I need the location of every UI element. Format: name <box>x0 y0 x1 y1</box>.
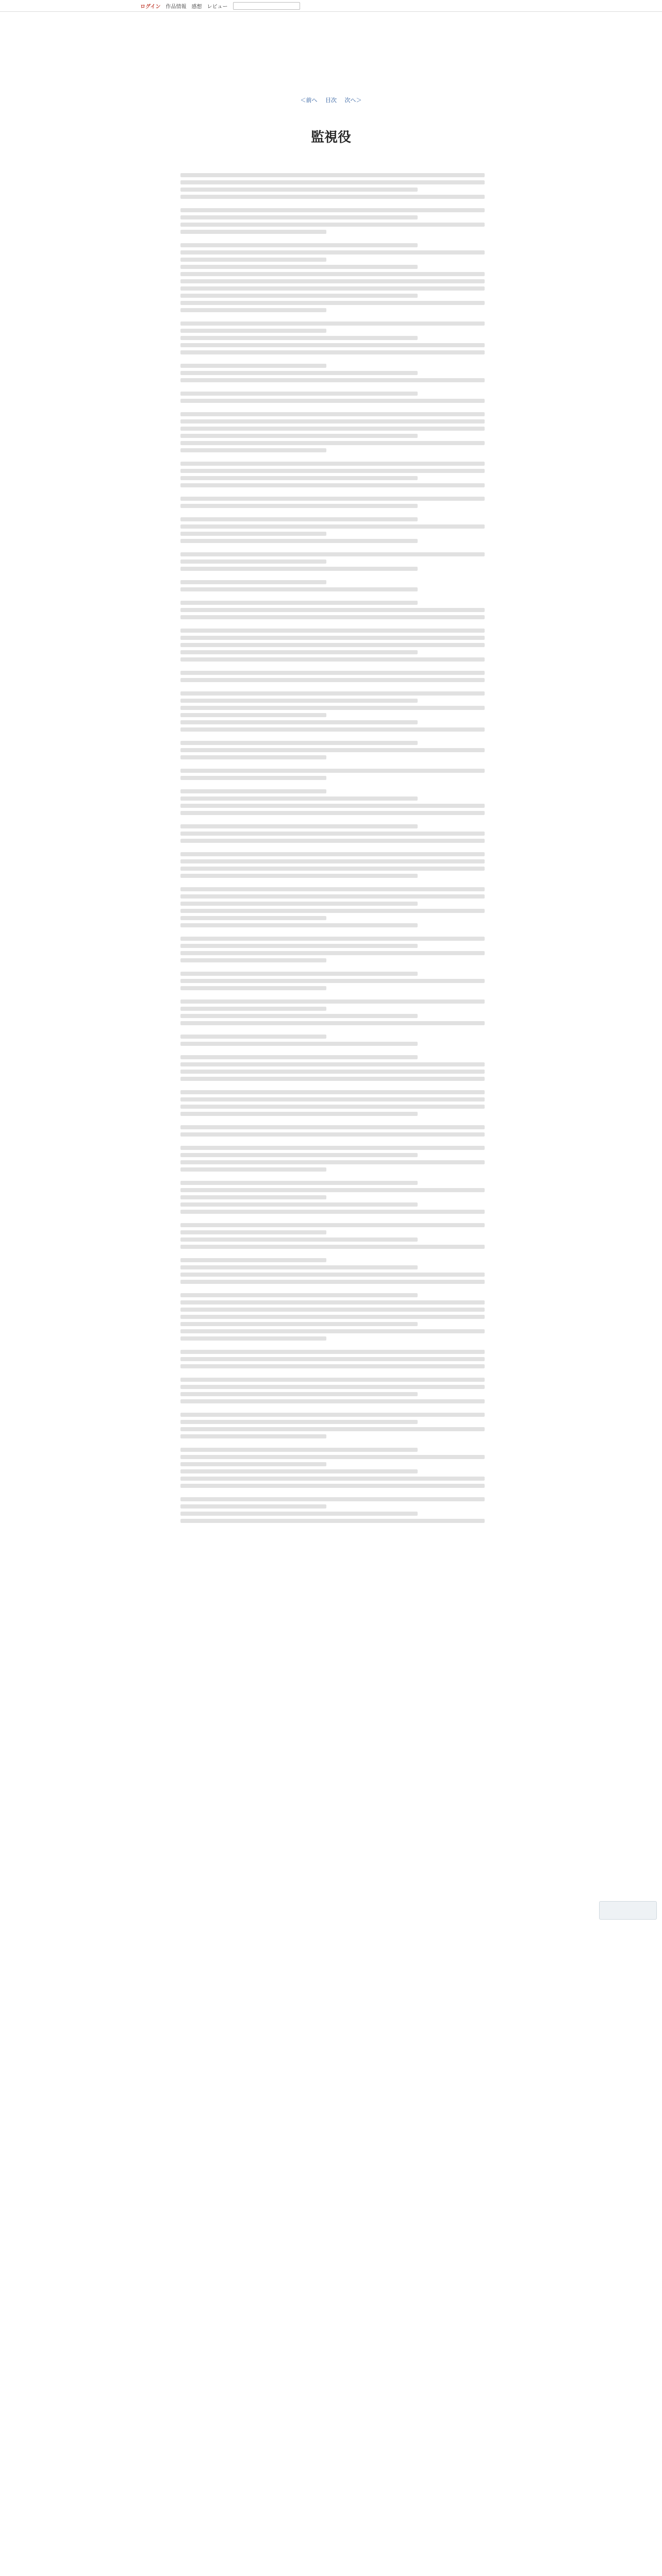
body-line <box>180 944 418 948</box>
body-line <box>180 713 326 717</box>
work-info-link[interactable]: 作品情報 <box>166 4 187 10</box>
body-line <box>180 699 418 703</box>
body-paragraph <box>180 321 485 354</box>
body-line <box>180 1519 485 1523</box>
body-line <box>180 916 326 920</box>
body-line <box>180 279 485 283</box>
body-line <box>180 1202 418 1207</box>
body-line <box>180 1273 485 1277</box>
body-line <box>180 1336 326 1341</box>
body-line <box>180 776 326 780</box>
body-line <box>180 832 485 836</box>
body-line <box>180 1413 485 1417</box>
body-line <box>180 650 418 654</box>
body-line <box>180 173 485 177</box>
body-line <box>180 972 418 976</box>
body-line <box>180 1105 485 1109</box>
body-line <box>180 769 485 773</box>
body-line <box>180 1077 485 1081</box>
body-line <box>180 958 326 962</box>
body-paragraph <box>180 1035 485 1046</box>
body-line <box>180 343 485 347</box>
body-line <box>180 1062 485 1066</box>
impressions-link[interactable]: 感想 <box>191 4 202 10</box>
body-line <box>180 1364 485 1368</box>
body-paragraph <box>180 629 485 662</box>
body-line <box>180 180 485 184</box>
body-line <box>180 1392 418 1396</box>
body-paragraph <box>180 887 485 927</box>
body-paragraph <box>180 497 485 508</box>
body-line <box>180 272 485 276</box>
body-paragraph <box>180 1223 485 1249</box>
body-paragraph <box>180 208 485 234</box>
body-line <box>180 671 485 675</box>
body-line <box>180 755 326 759</box>
body-paragraph <box>180 601 485 619</box>
body-line <box>180 286 485 291</box>
body-line <box>180 1042 418 1046</box>
body-line <box>180 476 418 480</box>
body-line <box>180 1378 485 1382</box>
body-line <box>180 1477 485 1481</box>
body-line <box>180 308 326 312</box>
body-line <box>180 462 485 466</box>
body-line <box>180 301 485 305</box>
body-paragraph <box>180 741 485 759</box>
body-line <box>180 329 326 333</box>
next-chapter-link[interactable]: 次へ＞ <box>344 97 362 104</box>
body-line <box>180 804 485 808</box>
body-paragraph <box>180 552 485 571</box>
body-paragraph <box>180 392 485 403</box>
body-line <box>180 1497 485 1501</box>
body-line <box>180 1230 326 1234</box>
side-float-button[interactable] <box>599 1901 657 1920</box>
body-line <box>180 336 418 340</box>
body-line <box>180 874 418 878</box>
body-line <box>180 524 485 529</box>
body-line <box>180 1210 485 1214</box>
body-line <box>180 1308 485 1312</box>
body-line <box>180 1300 485 1304</box>
body-line <box>180 258 326 262</box>
body-line <box>180 1329 485 1333</box>
body-line <box>180 608 485 612</box>
body-line <box>180 852 485 856</box>
novel-header <box>154 36 494 51</box>
body-line <box>180 811 485 815</box>
body-line <box>180 1223 485 1227</box>
body-line <box>180 1035 326 1039</box>
body-line <box>180 1167 326 1172</box>
body-paragraph <box>180 1350 485 1368</box>
body-line <box>180 1265 418 1269</box>
body-line <box>180 294 418 298</box>
body-paragraph <box>180 1125 485 1137</box>
body-line <box>180 1181 418 1185</box>
body-line <box>180 1070 485 1074</box>
body-line <box>180 1357 485 1361</box>
body-line <box>180 1195 326 1199</box>
toc-link[interactable]: 目次 <box>325 97 337 104</box>
body-line <box>180 629 485 633</box>
body-line <box>180 517 418 521</box>
body-line <box>180 560 326 564</box>
body-paragraph <box>180 1448 485 1488</box>
body-line <box>180 867 485 871</box>
body-line <box>180 1385 485 1389</box>
body-paragraph <box>180 580 485 591</box>
body-paragraph <box>180 173 485 199</box>
body-line <box>180 215 418 219</box>
body-line <box>180 1146 485 1150</box>
body-line <box>180 243 418 247</box>
body-paragraph <box>180 1181 485 1214</box>
body-paragraph <box>180 1055 485 1081</box>
body-line <box>180 741 418 745</box>
body-line <box>180 552 485 556</box>
body-line <box>180 839 485 843</box>
body-line <box>180 265 418 269</box>
body-line <box>180 195 485 199</box>
body-line <box>180 1512 418 1516</box>
body-line <box>180 208 485 212</box>
body-paragraph <box>180 1293 485 1341</box>
body-line <box>180 1293 418 1297</box>
body-line <box>180 448 326 452</box>
body-line <box>180 1112 418 1116</box>
body-paragraph <box>180 999 485 1025</box>
body-line <box>180 1238 418 1242</box>
body-line <box>180 727 485 732</box>
body-paragraph <box>180 1146 485 1172</box>
body-line <box>180 706 485 710</box>
body-line <box>180 427 485 431</box>
body-line <box>180 657 485 662</box>
body-line <box>180 923 418 927</box>
body-line <box>180 399 485 403</box>
body-line <box>180 1484 485 1488</box>
body-line <box>180 748 485 752</box>
body-line <box>180 321 485 326</box>
body-line <box>180 580 326 584</box>
body-line <box>180 601 418 605</box>
body-paragraph <box>180 1497 485 1523</box>
body-line <box>180 504 418 508</box>
body-line <box>180 419 485 423</box>
body-line <box>180 937 485 941</box>
body-paragraph <box>180 789 485 815</box>
body-line <box>180 979 485 983</box>
login-link[interactable]: ログイン <box>140 4 161 10</box>
body-line <box>180 483 485 487</box>
body-line <box>180 1021 485 1025</box>
body-line <box>180 824 418 828</box>
body-line <box>180 371 418 375</box>
body-line <box>180 1315 485 1319</box>
novel-body <box>180 170 485 1532</box>
body-line <box>180 412 485 416</box>
body-line <box>180 441 485 445</box>
body-paragraph <box>180 1413 485 1438</box>
body-paragraph <box>180 243 485 312</box>
body-line <box>180 859 485 863</box>
body-paragraph <box>180 1090 485 1116</box>
body-line <box>180 1258 326 1262</box>
body-line <box>180 250 485 255</box>
body-paragraph <box>180 769 485 780</box>
body-line <box>180 1097 485 1101</box>
body-paragraph <box>180 517 485 543</box>
body-line <box>180 1469 418 1473</box>
body-line <box>180 1125 485 1129</box>
body-line <box>180 636 485 640</box>
prev-chapter-link[interactable]: ＜前へ <box>300 97 318 104</box>
site-header <box>0 0 662 12</box>
body-line <box>180 951 485 955</box>
body-line <box>180 887 485 891</box>
search-input[interactable] <box>233 2 300 10</box>
body-line <box>180 434 418 438</box>
body-line <box>180 1245 485 1249</box>
body-line <box>180 1455 485 1459</box>
body-line <box>180 909 485 913</box>
body-line <box>180 1350 485 1354</box>
body-line <box>180 1434 326 1438</box>
body-line <box>180 902 418 906</box>
body-line <box>180 1132 485 1137</box>
body-line <box>180 378 485 382</box>
body-paragraph <box>180 671 485 682</box>
body-line <box>180 223 485 227</box>
body-paragraph <box>180 691 485 732</box>
body-line <box>180 720 418 724</box>
body-line <box>180 469 485 473</box>
body-line <box>180 532 326 536</box>
body-line <box>180 796 418 801</box>
body-line <box>180 1399 485 1403</box>
body-line <box>180 567 418 571</box>
body-line <box>180 1160 485 1164</box>
body-line <box>180 1427 485 1431</box>
body-line <box>180 986 326 990</box>
body-paragraph <box>180 824 485 843</box>
body-line <box>180 188 418 192</box>
body-line <box>180 392 418 396</box>
body-line <box>180 230 326 234</box>
body-line <box>180 1090 485 1094</box>
body-paragraph <box>180 972 485 990</box>
body-line <box>180 1153 418 1157</box>
body-paragraph <box>180 1378 485 1403</box>
body-line <box>180 1322 418 1326</box>
body-line <box>180 1504 326 1509</box>
body-line <box>180 691 485 696</box>
review-link[interactable]: レビュー <box>207 4 228 10</box>
body-line <box>180 539 418 543</box>
body-line <box>180 1007 326 1011</box>
body-line <box>180 1280 485 1284</box>
body-paragraph <box>180 412 485 452</box>
body-line <box>180 643 485 647</box>
body-line <box>180 1448 418 1452</box>
header-nav <box>140 2 300 10</box>
body-paragraph <box>180 462 485 487</box>
body-paragraph <box>180 852 485 878</box>
body-line <box>180 497 485 501</box>
body-paragraph <box>180 937 485 962</box>
body-line <box>180 350 485 354</box>
body-line <box>180 894 485 899</box>
body-line <box>180 678 485 682</box>
series-title[interactable] <box>154 43 494 50</box>
body-line <box>180 1188 485 1192</box>
body-line <box>180 1420 418 1424</box>
chapter-nav-top <box>0 96 662 104</box>
body-paragraph <box>180 364 485 382</box>
body-line <box>180 999 485 1004</box>
body-line <box>180 789 326 793</box>
body-line <box>180 1014 418 1018</box>
body-paragraph <box>180 1258 485 1284</box>
chapter-title: 監視役 <box>310 130 351 145</box>
body-line <box>180 364 326 368</box>
body-line <box>180 1055 418 1059</box>
body-line <box>180 587 418 591</box>
body-line <box>180 615 485 619</box>
body-line <box>180 1462 326 1466</box>
